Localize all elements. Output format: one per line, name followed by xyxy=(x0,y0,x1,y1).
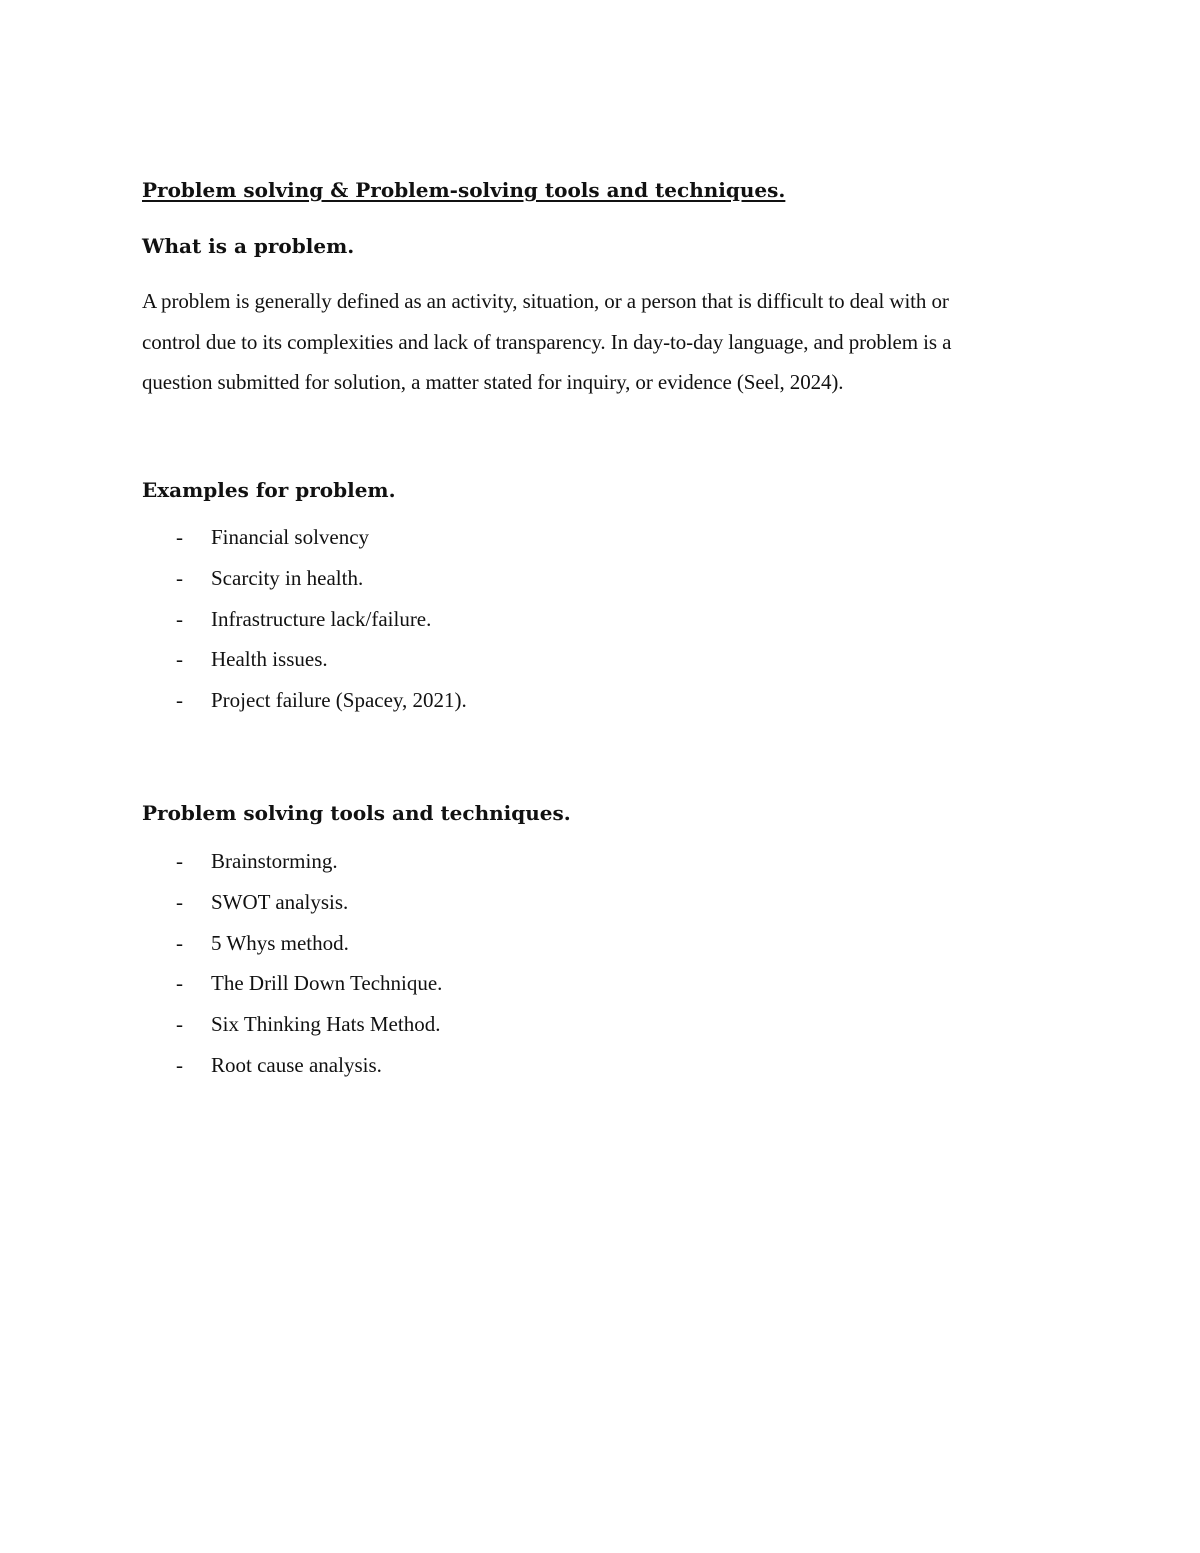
paragraph-line: A problem is generally defined as an activity, situation, or a person that is difficult to deal with or xyxy=(142,289,949,313)
list-item-text: Scarcity in health. xyxy=(211,565,364,590)
document-title: Problem solving & Problem-solving tools and techniques. xyxy=(142,178,786,202)
dash-bullet: - xyxy=(176,1012,183,1037)
list-item-text: Infrastructure lack/failure. xyxy=(211,606,432,631)
definition-paragraph xyxy=(142,281,1082,403)
dash-bullet: - xyxy=(176,930,183,955)
list-item-text: Project failure (Spacey, 2021). xyxy=(211,688,467,713)
list-item-text: 5 Whys method. xyxy=(211,930,349,955)
list-item-text: SWOT analysis. xyxy=(211,889,349,914)
dash-bullet: - xyxy=(176,606,183,631)
paragraph-line: control due to its complexities and lack of transparency. In day-to-day language, and problem is a xyxy=(142,329,952,354)
dash-bullet: - xyxy=(176,889,183,914)
dash-bullet: - xyxy=(176,1052,183,1077)
list-item-text: The Drill Down Technique. xyxy=(211,971,443,996)
dash-bullet: - xyxy=(176,565,183,590)
dash-bullet: - xyxy=(176,525,183,549)
list-item-text: Financial solvency xyxy=(211,525,370,549)
section-heading-tools-and-techniques: Problem solving tools and techniques. xyxy=(142,801,571,825)
list-item-text: Six Thinking Hats Method. xyxy=(211,1012,441,1037)
list-item-text: Health issues. xyxy=(211,647,328,672)
list-item-text: Root cause analysis. xyxy=(211,1052,382,1077)
dash-bullet: - xyxy=(176,971,183,996)
section-heading-what-is-a-problem: What is a problem. xyxy=(142,234,355,258)
dash-bullet: - xyxy=(176,688,183,713)
paragraph-line: question submitted for solution, a matter stated for inquiry, or evidence (Seel, 2024). xyxy=(142,370,844,394)
section-heading-examples: Examples for problem. xyxy=(142,478,396,502)
dash-bullet: - xyxy=(176,647,183,672)
dash-bullet: - xyxy=(176,849,183,873)
list-item-text: Brainstorming. xyxy=(211,849,338,873)
